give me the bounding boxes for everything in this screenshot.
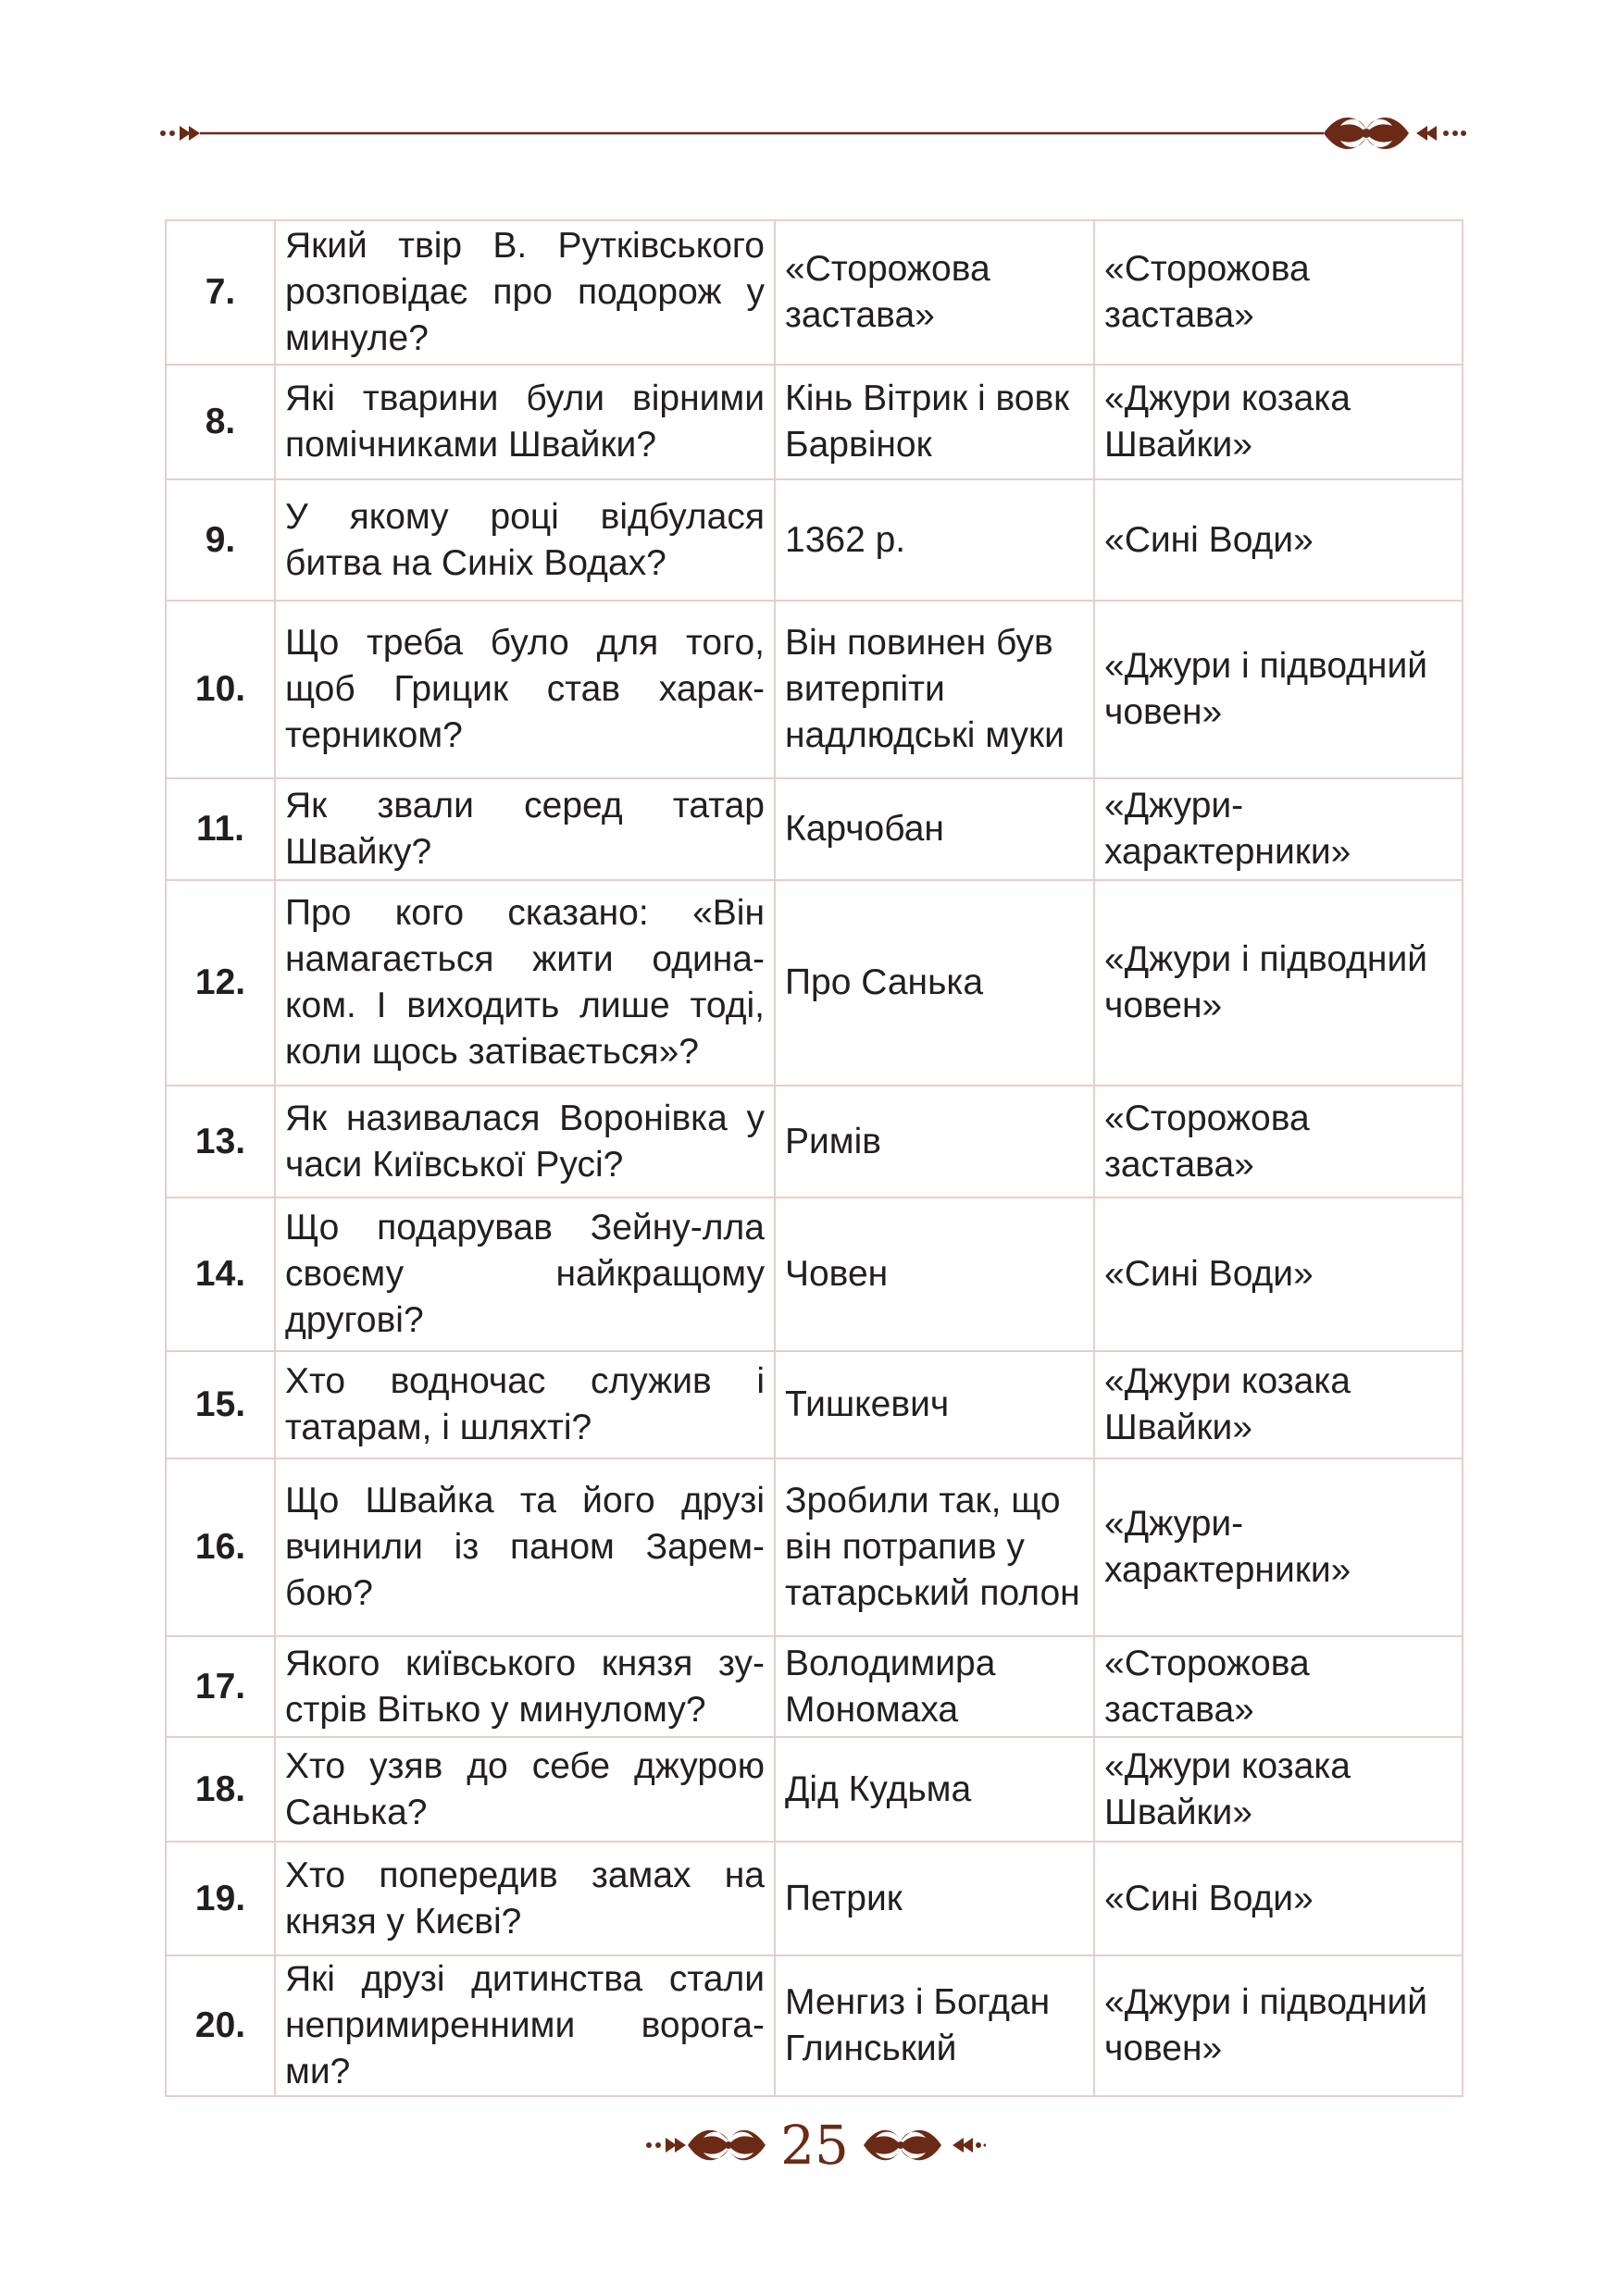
table-row: [166, 1842, 1463, 1955]
answer-cell: Зробили так, що він потрапив у татарський полон: [775, 1458, 1094, 1636]
table-row: [166, 1636, 1463, 1737]
quiz-table: [165, 219, 1463, 2097]
source-cell: «Сторожова застава»: [1094, 220, 1463, 365]
source-cell: «Джури козака Швайки»: [1094, 1351, 1463, 1458]
question-cell: Хто попередив замах на князя у Києві?: [275, 1842, 775, 1955]
answer-cell: Римів: [775, 1086, 1094, 1198]
source-cell: «Сторожова застава»: [1094, 1636, 1463, 1737]
row-number: 20.: [166, 1955, 275, 2096]
answer-cell: Карчобан: [775, 778, 1094, 880]
row-number: 9.: [166, 479, 275, 601]
row-number: 19.: [166, 1842, 275, 1955]
answer-cell: Петрик: [775, 1842, 1094, 1955]
answer-cell: Тишкевич: [775, 1351, 1094, 1458]
source-cell: «Джури і підводний човен»: [1094, 880, 1463, 1086]
question-cell: Хто узяв до себе джурою Санька?: [275, 1737, 775, 1842]
table-row: [166, 1955, 1463, 2096]
question-cell: Що подарував Зейну-лла своєму найкращому другові?: [275, 1198, 775, 1351]
row-number: 14.: [166, 1198, 275, 1351]
answer-cell: Він повинен був витерпіти надлюдські муки: [775, 601, 1094, 778]
question-cell: У якому році відбулася битва на Синіх Водах?: [275, 479, 775, 601]
table-row: [166, 1351, 1463, 1458]
table-row: [166, 1458, 1463, 1636]
question-cell: Про кого сказано: «Він намагається жити одина-ком. І виходить лише тоді, коли щось затівається»?: [275, 880, 775, 1086]
table-row: [166, 365, 1463, 479]
table-row: [166, 220, 1463, 365]
source-cell: «Джури-характерники»: [1094, 778, 1463, 880]
top-ornament-divider: [157, 109, 1467, 157]
row-number: 13.: [166, 1086, 275, 1198]
table-row: [166, 479, 1463, 601]
source-cell: «Джури-характерники»: [1094, 1458, 1463, 1636]
source-cell: «Джури і підводний човен»: [1094, 1955, 1463, 2096]
question-cell: Які тварини були вірними помічниками Швайки?: [275, 365, 775, 479]
answer-cell: Про Санька: [775, 880, 1094, 1086]
table-row: [166, 778, 1463, 880]
source-cell: «Джури і підводний човен»: [1094, 601, 1463, 778]
answer-cell: «Сторожова застава»: [775, 220, 1094, 365]
source-cell: «Сині Води»: [1094, 1842, 1463, 1955]
source-cell: «Сині Води»: [1094, 479, 1463, 601]
table-row: [166, 1086, 1463, 1198]
answer-cell: Човен: [775, 1198, 1094, 1351]
question-cell: Які друзі дитинства стали непримиренними ворога-ми?: [275, 1955, 775, 2096]
source-cell: «Сині Води»: [1094, 1198, 1463, 1351]
table-row: [166, 601, 1463, 778]
row-number: 17.: [166, 1636, 275, 1737]
answer-cell: 1362 р.: [775, 479, 1094, 601]
source-cell: «Сторожова застава»: [1094, 1086, 1463, 1198]
question-cell: Що Швайка та його друзі вчинили із паном Зарем-бою?: [275, 1458, 775, 1636]
row-number: 7.: [166, 220, 275, 365]
row-number: 16.: [166, 1458, 275, 1636]
row-number: 15.: [166, 1351, 275, 1458]
source-cell: «Джури козака Швайки»: [1094, 1737, 1463, 1842]
question-cell: Що треба було для того, щоб Грицик став харак-терником?: [275, 601, 775, 778]
row-number: 12.: [166, 880, 275, 1086]
question-cell: Хто водночас служив і татарам, і шляхті?: [275, 1351, 775, 1458]
row-number: 11.: [166, 778, 275, 880]
row-number: 8.: [166, 365, 275, 479]
row-number: 18.: [166, 1737, 275, 1842]
table-row: [166, 1737, 1463, 1842]
page-number: 25: [780, 2114, 849, 2177]
table-row: [166, 1198, 1463, 1351]
answer-cell: Менгиз і Богдан Глинський: [775, 1955, 1094, 2096]
table-row: [166, 880, 1463, 1086]
answer-cell: Кінь Вітрик і вовк Барвінок: [775, 365, 1094, 479]
question-cell: Як називалася Воронівка у часи Київської Русі?: [275, 1086, 775, 1198]
question-cell: Який твір В. Рутківського розповідає про подорож у минуле?: [275, 220, 775, 365]
answer-cell: Володимира Мономаха: [775, 1636, 1094, 1737]
source-cell: «Джури козака Швайки»: [1094, 365, 1463, 479]
row-number: 10.: [166, 601, 275, 778]
question-cell: Як звали серед татар Швайку?: [275, 778, 775, 880]
answer-cell: Дід Кудьма: [775, 1737, 1094, 1842]
question-cell: Якого київського князя зу-стрів Вітько у минулому?: [275, 1636, 775, 1737]
